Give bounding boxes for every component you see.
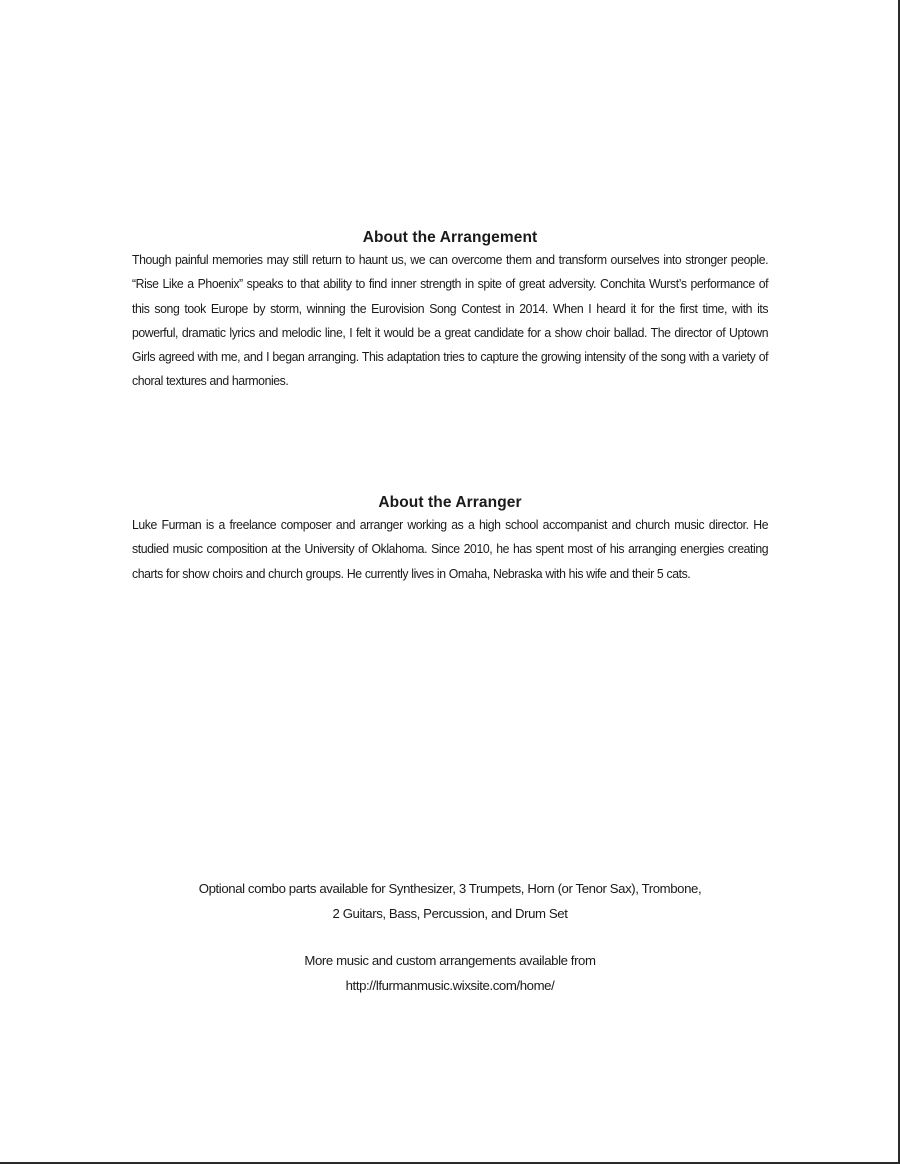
more-music-line: More music and custom arrangements available from [304, 953, 596, 968]
more-music-note [100, 949, 800, 998]
about-arrangement-heading: About the Arrangement [362, 229, 538, 246]
combo-parts-line-1: Optional combo parts available for Synthesizer, 3 Trumpets, Horn (or Tenor Sax), Trombone, [198, 881, 702, 896]
about-arranger-text: Luke Furman is a freelance composer and arranger working as a high school accompanist and church music director. He studied music composition at the University of Oklahoma. Since 2010, he has spent most of his arranging energies creating charts for show choirs and church groups. He currently lives in Omaha, Nebraska with his wife and their 5 cats. [132, 517, 769, 581]
website-link[interactable]: http://lfurmanmusic.wixsite.com/home/ [345, 977, 555, 993]
about-arranger-heading: About the Arranger [378, 494, 522, 511]
about-arrangement-section [132, 228, 768, 394]
about-arrangement-text: Though painful memories may still return to haunt us, we can overcome them and transform ourselves into stronger people. “Rise Like a Phoenix” speaks to that ability to find inner strength in spite of great adversity. Conchita Wurst’s performance of this song took Europe by storm, winning the Eurovision Song Contest in 2014. When I heard it for the first time, with its powerful, dramatic lyrics and melodic line, I felt it would be a great candidate for a show choir ballad. The director of Uptown Girls agreed with me, and I began arranging. This adaptation tries to capture the growing intensity of the song with a variety of choral textures and harmonies. [132, 252, 769, 389]
combo-parts-note [100, 877, 800, 926]
combo-parts-line-2: 2 Guitars, Bass, Percussion, and Drum Set [332, 905, 568, 921]
about-arranger-section [132, 493, 768, 586]
